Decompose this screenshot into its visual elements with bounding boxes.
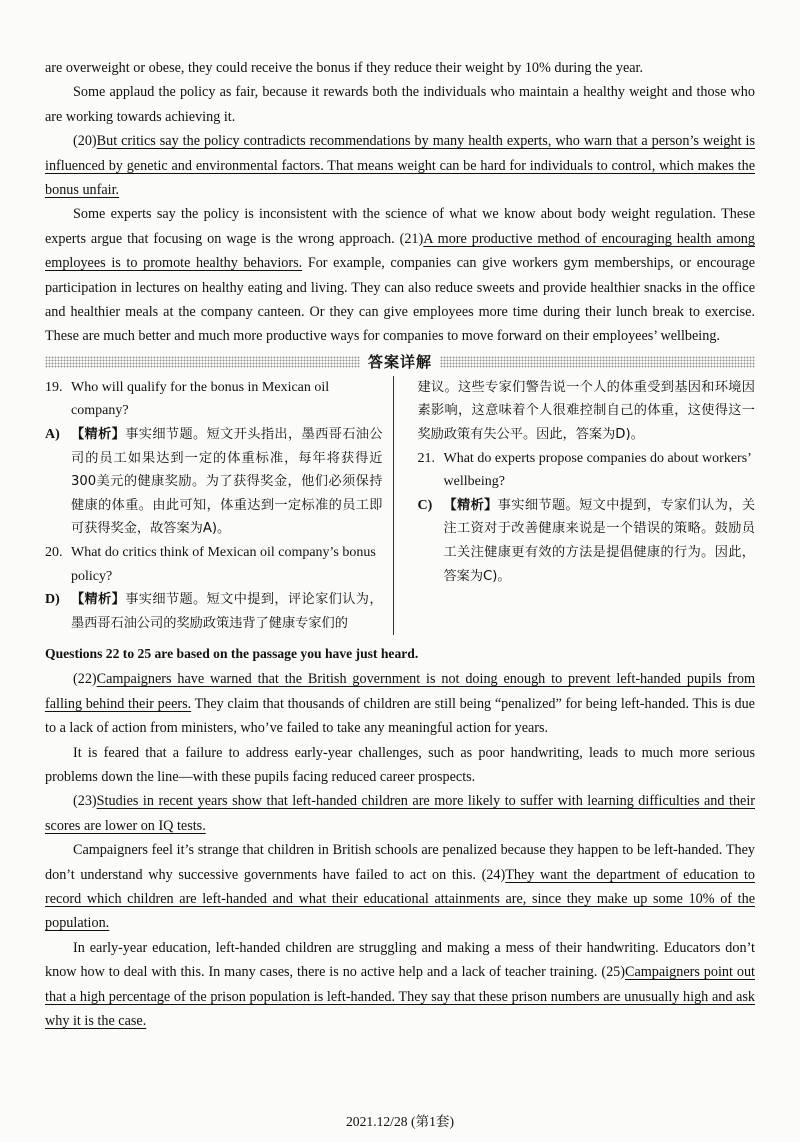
- analysis-text: 事实细节题。短文开头指出，墨西哥石油公司的员工如果达到一定的体重标准，每年将获得近300美元的健康奖励。为了获得奖金，他们必须保持健康的体重。由此可知，体重达到一定标准的员工即可获得奖金，故答案为A)。: [71, 427, 383, 537]
- text-segment: They claim that thousands of children are still being “penalized” for being left-handed. This is due to a lack of action from ministers, who’ve failed to take any meaningful action for years.: [45, 695, 755, 737]
- answer-letter: C): [417, 497, 433, 513]
- answer-20-continued: 建议。这些专家们警告说一个人的体重受到基因和环境因素影响，这意味着个人很难控制自己的体重，这使得这一奖励政策有失公平。因此，答案为D)。: [417, 379, 755, 443]
- divider-title: 答案详解: [368, 353, 433, 372]
- passage-paragraph: It is feared that a failure to address early-year challenges, such as poor handwriting, leads to much more serious problems down the line—with these pupils facing reduced career prospects.: [45, 744, 755, 786]
- passage-paragraph-20: [45, 129, 755, 202]
- question-21: [418, 447, 756, 494]
- underlined-answer-25: Campaigners point out that a high percentage of the prison population is left-handed. They say that these prison numbers are unusually high and ask why it is the case.: [45, 964, 756, 1030]
- section-divider: [45, 351, 755, 373]
- text-segment: For example, companies can give workers gym memberships, or encourage participation in lectures on healthy eating and living. They can also reduce sweets and provide healthier snacks in the office and healthier meals at the company canteen. Or they can give employees more time during their lunch break to exercise. These are much better and much more productive ways for companies to move forward on their employees’ wellbeing.: [45, 255, 755, 345]
- analysis-text: 事实细节题。短文中提到，评论家们认为，墨西哥石油公司的奖励政策违背了健康专家们的: [71, 592, 383, 631]
- passage-paragraph-22: [45, 667, 755, 740]
- marker-20: (20): [73, 133, 97, 150]
- answer-20: [45, 588, 383, 635]
- passage-paragraph: Some applaud the policy as fair, because it rewards both the individuals who maintain a healthy weight and those who are working towards achieving it.: [45, 84, 755, 125]
- page-content: [45, 56, 755, 1034]
- text-segment: In early-year education, left-handed children are struggling and making a mess of their handwriting. Educators don’t know how to deal with this. In many cases, there is no active help and a lack of teacher training.: [45, 939, 755, 981]
- divider-pattern: [45, 356, 360, 368]
- question-number: 19.: [45, 379, 63, 395]
- question-number: 21.: [417, 450, 435, 466]
- passage-paragraph-21: [45, 202, 755, 348]
- answer-columns: [45, 376, 755, 636]
- question-number: 20.: [45, 545, 63, 561]
- question-20: [45, 541, 383, 588]
- answer-letter: D): [45, 592, 60, 608]
- answer-21: [418, 494, 756, 588]
- analysis-text: 事实细节题。短文中提到，专家们认为，关注工资对于改善健康来说是一个错误的策略。鼓励员工关注健康更有效的方法是提倡健康的行为。因此，答案为C)。: [443, 497, 756, 584]
- passage-paragraph-24: [45, 838, 755, 936]
- underlined-answer-20: But critics say the policy contradicts recommendations by many health experts, who warn that a person’s weight is influenced by genetic and environmental factors. That means weight can be hard for individuals to control, which makes the bonus unfair.: [45, 133, 755, 199]
- text-segment: Some experts say the policy is inconsistent with the science of what we know about body weight regulation. These experts argue that focusing on wage is the wrong approach.: [45, 206, 755, 247]
- underlined-answer-22: Campaigners have warned that the British government is not doing enough to prevent left-handed pupils from falling behind their peers.: [45, 671, 755, 712]
- marker-25: (25): [601, 964, 625, 981]
- passage-line: are overweight or obese, they could receive the bonus if they reduce their weight by 10% during the year.: [45, 60, 644, 76]
- passage-paragraph-23: [45, 789, 755, 838]
- analysis-tag: 【精析】: [71, 592, 126, 608]
- answer-letter: A): [45, 427, 60, 443]
- question-text: What do critics think of Mexican oil company’s bonus policy?: [71, 545, 376, 584]
- marker-22: (22): [73, 671, 97, 688]
- answer-column-right: [394, 376, 756, 636]
- divider-pattern: [440, 356, 755, 368]
- text-segment: Campaigners feel it’s strange that children in British schools are penalized because they happen to be left-handed. They don’t understand why successive governments have failed to act on this.: [45, 842, 755, 883]
- marker-21: (21): [399, 230, 424, 247]
- question-19: [45, 376, 383, 423]
- section-heading: Questions 22 to 25 are based on the passage you have just heard.: [45, 646, 419, 662]
- analysis-tag: 【精析】: [443, 497, 498, 513]
- page-footer: 2021.12/28 (第1套): [346, 1114, 454, 1129]
- passage-paragraph-25: [45, 936, 755, 1034]
- underlined-answer-23: Studies in recent years show that left-handed children are more likely to suffer with learning difficulties and their scores are lower on IQ tests.: [45, 793, 755, 834]
- answer-column-left: [45, 376, 394, 636]
- underlined-answer-24: They want the department of education to record which children are left-handed and what their educational attainments are, since they make up some 10% of the population.: [45, 866, 755, 932]
- marker-24: (24): [481, 866, 506, 883]
- marker-23: (23): [73, 793, 97, 810]
- analysis-tag: 【精析】: [71, 427, 126, 443]
- question-text: Who will qualify for the bonus in Mexican oil company?: [71, 379, 330, 419]
- question-text: What do experts propose companies do about workers’ wellbeing?: [443, 450, 751, 490]
- underlined-answer-21: A more productive method of encouraging health among employees is to promote healthy behaviors.: [45, 230, 755, 272]
- answer-19: [45, 423, 383, 541]
